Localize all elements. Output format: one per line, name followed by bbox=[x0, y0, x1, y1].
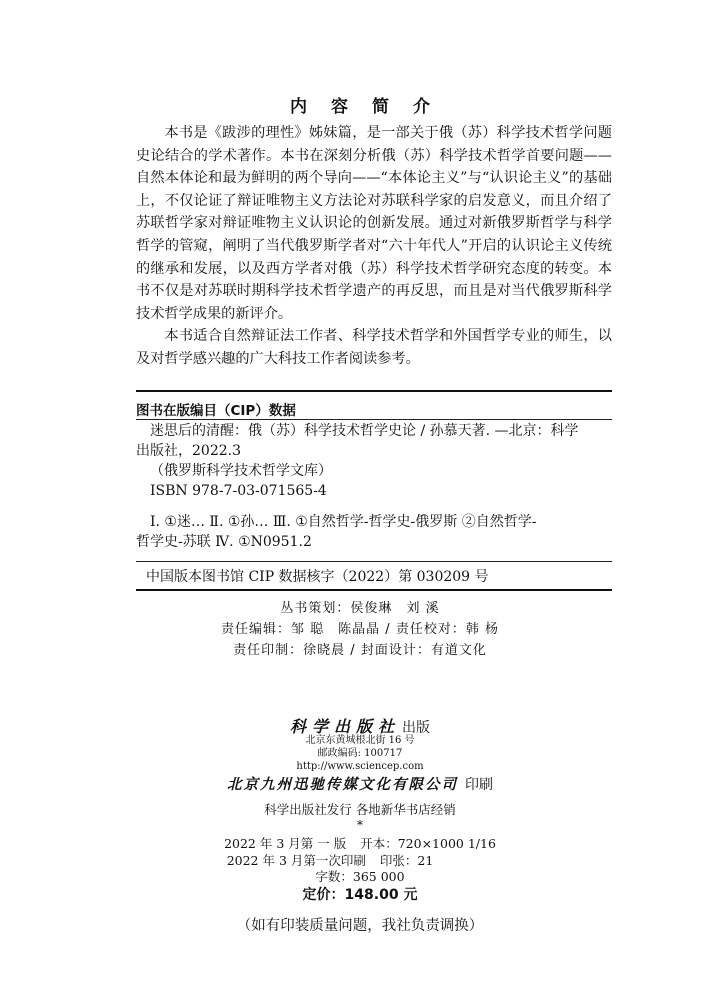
abstract bbox=[136, 122, 612, 371]
credit-person: 邹 聪 bbox=[291, 622, 325, 637]
credit-label: 责任编辑： bbox=[221, 622, 292, 637]
word-count: 字数：365 000 bbox=[315, 869, 405, 884]
cip-top-rule bbox=[136, 390, 612, 392]
printing-date: 2022 年 3 月第一次印刷 bbox=[226, 853, 366, 868]
distribution-line: 科学出版社发行 各地新华书店经销 bbox=[264, 802, 456, 817]
cip-bottom-rule bbox=[136, 561, 612, 562]
cip-series: （俄罗斯科学技术哲学文库） bbox=[150, 463, 332, 479]
edition-date: 2022 年 3 月第 一 版 bbox=[224, 836, 347, 851]
credit-person: 韩 杨 bbox=[465, 622, 499, 637]
credit-label: 丛书策划： bbox=[280, 601, 351, 616]
printing-sheets: 印张：21 bbox=[379, 853, 434, 868]
credit-person: 陈晶晶 bbox=[338, 622, 381, 637]
cip-entry-line: 出版社，2022.3 bbox=[136, 443, 241, 459]
credits-series-planning bbox=[0, 597, 720, 616]
quality-notice: （如有印装质量问题，我社负责调换） bbox=[236, 918, 484, 934]
separator-mark: * bbox=[356, 817, 364, 832]
printer-line bbox=[0, 773, 720, 794]
cip-classification: Ⅰ. ①迷… Ⅱ. ①孙… Ⅲ. ①自然哲学-哲学史-俄罗斯 ②自然哲学- bbox=[150, 514, 537, 530]
credit-person: 徐晓晨 bbox=[303, 643, 346, 658]
cip-end-rule bbox=[136, 589, 612, 591]
price: 定价：148.00 元 bbox=[302, 887, 418, 903]
credit-label: 责任印制： bbox=[233, 643, 304, 658]
printer-name: 北京九州迅驰传媒文化有限公司 bbox=[226, 776, 458, 793]
printer-suffix: 印刷 bbox=[465, 777, 494, 793]
abstract-paragraph: 本书适合自然辩证法工作者、科学技术哲学和外国哲学专业的师生，以及对哲学感兴趣的广大科技工作者阅读参考。 bbox=[136, 328, 612, 367]
publisher-suffix: 出版 bbox=[402, 720, 430, 736]
edition-line bbox=[0, 834, 720, 852]
cip-isbn: ISBN 978-7-03-071565-4 bbox=[150, 483, 327, 499]
credit-person: 有道文化 bbox=[430, 643, 487, 658]
publisher-website: http://www.sciencep.com bbox=[296, 761, 424, 772]
book-format: 开本：720×1000 1/16 bbox=[360, 836, 496, 851]
abstract-paragraph: 本书是《跋涉的理性》姊妹篇，是一部关于俄（苏）科学技术哲学问题史论结合的学术著作。本书在深刻分析俄（苏）科学技术哲学首要问题——自然本体论和最为鲜明的两个导向——“本体论主义”与“认识论主义”的基础上，不仅论证了辩证唯物主义方法论对苏联科学家的启发意义，而且介绍了苏联哲学家对辩证唯物主义认识论的创新发展。通过对新俄罗斯哲学与科学哲学的管窥，阐明了当代俄罗斯学者对“六十年代人”开启的认识论主义传统的继承和发展，以及西方学者对俄（苏）科学技术哲学研究态度的转变。本书不仅是对苏联时期科学技术哲学遗产的再反思，而且是对当代俄罗斯科学技术哲学成果的新评介。 bbox=[136, 125, 612, 322]
publisher-line bbox=[0, 714, 720, 737]
credits-printing: 责任印制：徐晓晨 / 封面设计：有道文化 bbox=[233, 643, 487, 658]
credit-label: 责任校对： bbox=[395, 622, 466, 637]
page-title: 内容简介 bbox=[290, 97, 454, 117]
cip-entry-line: 迷思后的清醒：俄（苏）科学技术哲学史论 / 孙慕天著. —北京：科学 bbox=[150, 423, 579, 439]
publisher-address: 北京东黄城根北街 16 号 bbox=[305, 735, 415, 746]
credits-editing: 责任编辑：邹 聪 陈晶晶 / 责任校对：韩 杨 bbox=[221, 622, 499, 637]
credit-person: 侯俊琳 bbox=[350, 601, 393, 616]
cip-heading: 图书在版编目（CIP）数据 bbox=[136, 403, 296, 419]
credit-label: 封面设计： bbox=[360, 643, 431, 658]
cip-heading-rule bbox=[136, 419, 612, 420]
credit-person: 刘 溪 bbox=[406, 601, 440, 616]
publisher-name: 科学出版社 bbox=[289, 717, 400, 736]
cip-classification: 哲学史-苏联 Ⅳ. ①N0951.2 bbox=[136, 534, 312, 550]
cip-record-number: 中国版本图书馆 CIP 数据核字（2022）第 030209 号 bbox=[146, 569, 489, 585]
publisher-postcode: 邮政编码: 100717 bbox=[317, 748, 403, 759]
